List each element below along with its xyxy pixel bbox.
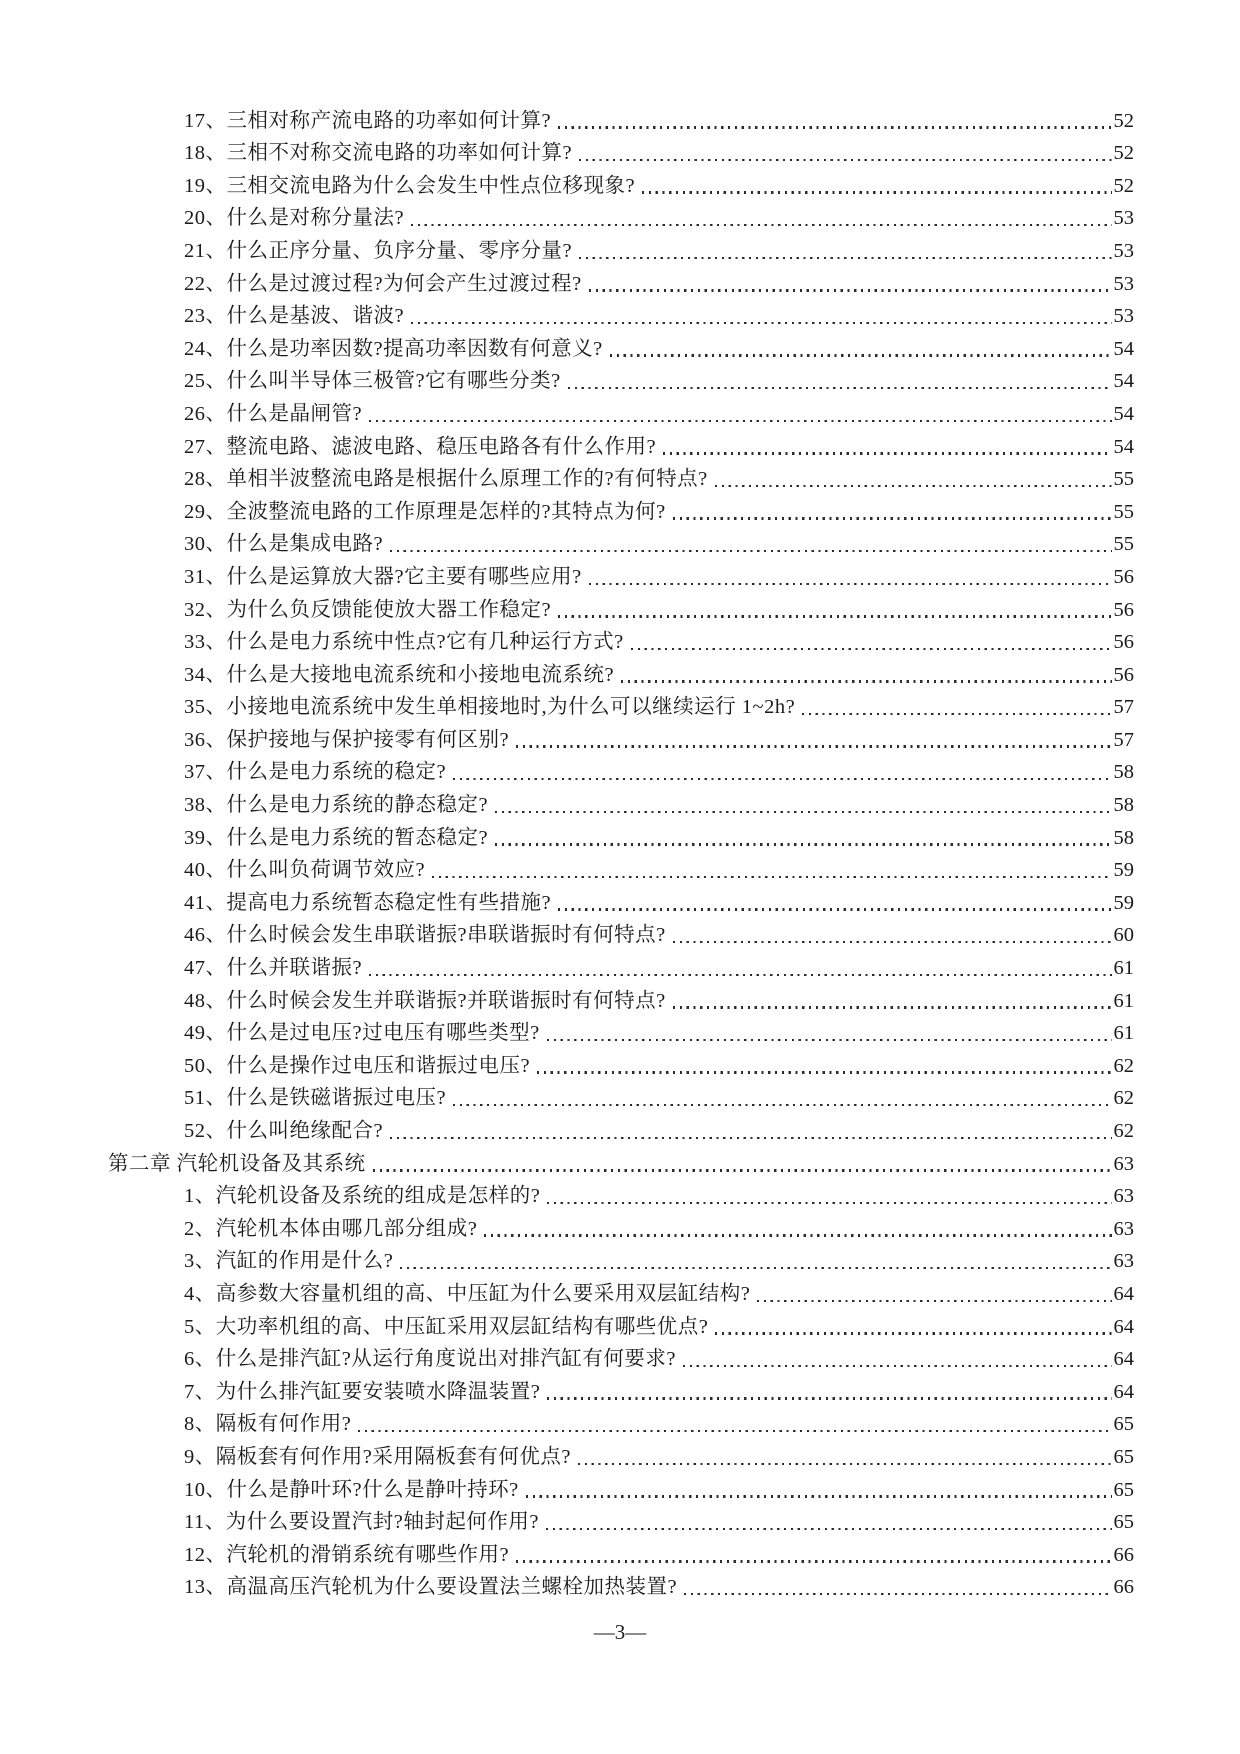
toc-entry-label: 47、什么并联谐振? <box>184 957 363 980</box>
toc-entry-page-number: 57 <box>1113 728 1134 751</box>
toc-dot-leader <box>390 550 1111 552</box>
toc-dot-leader <box>673 1006 1112 1008</box>
toc-entry <box>108 657 1134 690</box>
toc-entry <box>108 755 1134 788</box>
toc-entry-page-number: 53 <box>1113 207 1134 230</box>
toc-dot-leader <box>537 1071 1111 1073</box>
toc-entry <box>108 1048 1134 1081</box>
toc-entry-page-number: 57 <box>1113 696 1134 719</box>
toc-entry-page-number: 63 <box>1113 1217 1134 1240</box>
toc-dot-leader <box>610 354 1112 356</box>
toc-dot-leader <box>802 713 1111 715</box>
toc-entry <box>108 233 1134 266</box>
toc-dot-leader <box>579 159 1111 161</box>
toc-entry <box>108 625 1134 658</box>
toc-entry <box>108 1211 1134 1244</box>
toc-entry-label: 39、什么是电力系统的暂态稳定? <box>184 826 489 849</box>
toc-entry-label: 1、汽轮机设备及系统的组成是怎样的? <box>184 1185 541 1208</box>
toc-entry-page-number: 64 <box>1113 1348 1134 1371</box>
toc-dot-leader <box>358 1430 1111 1432</box>
toc-entry-page-number: 56 <box>1113 631 1134 654</box>
toc-entry <box>108 820 1134 853</box>
toc-entry <box>108 559 1134 592</box>
toc-dot-leader <box>516 745 1111 747</box>
toc-dot-leader <box>495 811 1111 813</box>
toc-entry-label: 29、全波整流电路的工作原理是怎样的?其特点为何? <box>184 500 666 523</box>
toc-entry-label: 33、什么是电力系统中性点?它有几种运行方式? <box>184 631 624 654</box>
toc-entry-page-number: 64 <box>1113 1380 1134 1403</box>
toc-dot-leader <box>411 322 1111 324</box>
toc-list <box>108 103 1134 1602</box>
toc-entry-page-number: 64 <box>1113 1315 1134 1338</box>
toc-entry <box>108 103 1134 136</box>
toc-entry-page-number: 64 <box>1113 1282 1134 1305</box>
toc-entry-label: 36、保护接地与保护接零有何区别? <box>184 728 510 751</box>
toc-entry-page-number: 54 <box>1113 370 1134 393</box>
toc-dot-leader <box>683 1365 1112 1367</box>
toc-dot-leader <box>558 908 1111 910</box>
toc-entry <box>108 429 1134 462</box>
toc-dot-leader <box>453 778 1111 780</box>
toc-entry <box>108 364 1134 397</box>
toc-dot-leader <box>715 1332 1111 1334</box>
toc-dot-leader <box>432 876 1111 878</box>
toc-entry-page-number: 53 <box>1113 305 1134 328</box>
toc-entry-page-number: 63 <box>1113 1152 1134 1175</box>
toc-dot-leader <box>547 1202 1111 1204</box>
toc-dot-leader <box>621 680 1111 682</box>
toc-entry-page-number: 54 <box>1113 337 1134 360</box>
toc-entry <box>108 266 1134 299</box>
toc-dot-leader <box>558 615 1111 617</box>
toc-dot-leader <box>715 485 1112 487</box>
toc-entry <box>108 1113 1134 1146</box>
toc-entry-label: 8、隔板有何作用? <box>184 1413 352 1436</box>
toc-entry <box>108 1342 1134 1375</box>
toc-entry-page-number: 56 <box>1113 663 1134 686</box>
toc-dot-leader <box>369 420 1111 422</box>
toc-entry-page-number: 66 <box>1113 1543 1134 1566</box>
toc-entry-label: 21、什么正序分量、负序分量、零序分量? <box>184 239 573 262</box>
toc-entry-page-number: 55 <box>1113 533 1134 556</box>
toc-entry-page-number: 63 <box>1113 1250 1134 1273</box>
toc-entry <box>108 853 1134 886</box>
toc-dot-leader <box>411 224 1111 226</box>
toc-entry <box>108 983 1134 1016</box>
toc-entry-label: 35、小接地电流系统中发生单相接地时,为什么可以继续运行 1~2h? <box>184 696 796 719</box>
toc-entry-label: 52、什么叫绝缘配合? <box>184 1120 384 1142</box>
toc-entry-page-number: 65 <box>1113 1478 1134 1501</box>
toc-entry-label: 17、三相对称产流电路的功率如何计算? <box>184 109 552 132</box>
toc-dot-leader <box>684 1593 1111 1595</box>
toc-entry-page-number: 61 <box>1113 989 1134 1012</box>
toc-entry <box>108 1407 1134 1440</box>
toc-entry <box>108 396 1134 429</box>
toc-entry-page-number: 53 <box>1113 239 1134 262</box>
toc-dot-leader <box>673 941 1112 943</box>
toc-dot-leader <box>526 1495 1112 1497</box>
toc-entry-page-number: 56 <box>1113 598 1134 621</box>
toc-dot-leader <box>578 1463 1112 1465</box>
toc-entry-page-number: 54 <box>1113 402 1134 425</box>
toc-entry-page-number: 61 <box>1113 1022 1134 1045</box>
toc-entry-label: 10、什么是静叶环?什么是静叶持环? <box>184 1478 519 1501</box>
toc-dot-leader <box>589 289 1112 291</box>
toc-entry-page-number: 62 <box>1113 1054 1134 1077</box>
toc-entry-page-number: 52 <box>1113 109 1134 132</box>
toc-entry-label: 6、什么是排汽缸?从运行角度说出对排汽缸有何要求? <box>184 1348 676 1371</box>
toc-entry-label: 27、整流电路、滤波电路、稳压电路各有什么作用? <box>184 435 657 458</box>
toc-entry <box>108 918 1134 951</box>
toc-entry-label: 26、什么是晶闸管? <box>184 402 363 425</box>
toc-dot-leader <box>673 517 1112 519</box>
toc-dot-leader <box>757 1300 1111 1302</box>
toc-dot-leader <box>568 387 1112 389</box>
toc-entry <box>108 168 1134 201</box>
toc-entry-page-number: 65 <box>1113 1413 1134 1436</box>
toc-entry-page-number: 63 <box>1113 1185 1134 1208</box>
toc-entry-label: 49、什么是过电压?过电压有哪些类型? <box>184 1022 540 1045</box>
toc-entry-label: 46、什么时候会发生串联谐振?串联谐振时有何特点? <box>184 924 666 947</box>
toc-dot-leader <box>642 191 1111 193</box>
toc-entry-page-number: 52 <box>1113 142 1134 165</box>
toc-entry-label: 12、汽轮机的滑销系统有哪些作用? <box>184 1543 510 1566</box>
page-footer <box>0 1620 1240 1645</box>
toc-entry-page-number: 62 <box>1113 1087 1134 1110</box>
toc-entry-page-number: 65 <box>1113 1445 1134 1468</box>
toc-entry <box>108 494 1134 527</box>
toc-entry-page-number: 52 <box>1113 174 1134 197</box>
toc-entry-label: 第二章 汽轮机设备及其系统 <box>108 1152 366 1175</box>
toc-entry-page-number: 61 <box>1113 957 1134 980</box>
toc-entry <box>108 299 1134 332</box>
toc-dot-leader <box>453 1104 1111 1106</box>
toc-entry-page-number: 58 <box>1113 794 1134 817</box>
toc-entry <box>108 1570 1134 1603</box>
page-number: —3— <box>593 1620 647 1644</box>
toc-entry <box>108 462 1134 495</box>
toc-entry-label: 19、三相交流电路为什么会发生中性点位移现象? <box>184 174 636 197</box>
toc-entry <box>108 1309 1134 1342</box>
toc-entry-page-number: 55 <box>1113 468 1134 491</box>
toc-entry-page-number: 58 <box>1113 826 1134 849</box>
toc-entry <box>108 885 1134 918</box>
toc-dot-leader <box>579 257 1111 259</box>
toc-entry-label: 3、汽缸的作用是什么? <box>184 1250 394 1273</box>
toc-entry-label: 40、什么叫负荷调节效应? <box>184 859 426 882</box>
toc-dot-leader <box>589 583 1112 585</box>
toc-entry-label: 18、三相不对称交流电路的功率如何计算? <box>184 142 573 165</box>
toc-entry-label: 9、隔板套有何作用?采用隔板套有何优点? <box>184 1445 571 1468</box>
toc-entry-page-number: 65 <box>1113 1511 1134 1534</box>
toc-dot-leader <box>558 126 1111 128</box>
toc-entry-label: 24、什么是功率因数?提高功率因数有何意义? <box>184 337 603 360</box>
toc-entry-page-number: 59 <box>1113 859 1134 882</box>
toc-entry <box>108 787 1134 820</box>
toc-dot-leader <box>369 974 1111 976</box>
toc-entry-label: 37、什么是电力系统的稳定? <box>184 761 447 784</box>
toc-entry-page-number: 66 <box>1113 1576 1134 1599</box>
toc-entry-label: 48、什么时候会发生并联谐振?并联谐振时有何特点? <box>184 989 666 1012</box>
toc-entry-label: 31、什么是运算放大器?它主要有哪些应用? <box>184 565 582 588</box>
toc-entry-label: 2、汽轮机本体由哪几部分组成? <box>184 1217 478 1240</box>
toc-entry-label: 34、什么是大接地电流系统和小接地电流系统? <box>184 663 615 686</box>
toc-entry-label: 38、什么是电力系统的静态稳定? <box>184 794 489 817</box>
toc-entry <box>108 201 1134 234</box>
toc-entry-page-number: 62 <box>1113 1120 1134 1142</box>
toc-entry-label: 22、什么是过渡过程?为何会产生过渡过程? <box>184 272 582 295</box>
toc-entry <box>108 1179 1134 1212</box>
toc-entry <box>108 1276 1134 1309</box>
toc-entry-label: 23、什么是基波、谐波? <box>184 305 405 328</box>
toc-entry <box>108 527 1134 560</box>
toc-entry <box>108 1505 1134 1538</box>
toc-dot-leader <box>547 1039 1112 1041</box>
toc-dot-leader <box>390 1137 1111 1139</box>
toc-entry <box>108 1081 1134 1114</box>
toc-entry <box>108 1374 1134 1407</box>
toc-entry <box>108 1016 1134 1049</box>
toc-dot-leader <box>631 648 1112 650</box>
toc-entry-page-number: 59 <box>1113 891 1134 914</box>
toc-entry-page-number: 56 <box>1113 565 1134 588</box>
toc-entry-label: 28、单相半波整流电路是根据什么原理工作的?有何特点? <box>184 468 708 491</box>
toc-entry <box>108 1439 1134 1472</box>
toc-dot-leader <box>400 1267 1111 1269</box>
toc-dot-leader <box>495 843 1111 845</box>
toc-entry <box>108 1146 1134 1179</box>
toc-dot-leader <box>663 452 1111 454</box>
toc-entry <box>108 950 1134 983</box>
toc-entry-label: 41、提高电力系统暂态稳定性有些措施? <box>184 891 552 914</box>
toc-entry <box>108 1537 1134 1570</box>
toc-entry-page-number: 60 <box>1113 924 1134 947</box>
toc-entry-page-number: 54 <box>1113 435 1134 458</box>
toc-entry <box>108 722 1134 755</box>
toc-dot-leader <box>516 1560 1111 1562</box>
toc-entry-label: 7、为什么排汽缸要安装喷水降温装置? <box>184 1380 541 1403</box>
toc-entry-page-number: 58 <box>1113 761 1134 784</box>
toc-entry-label: 32、为什么负反馈能使放大器工作稳定? <box>184 598 552 621</box>
toc-dot-leader <box>547 1397 1111 1399</box>
toc-dot-leader <box>546 1528 1112 1530</box>
toc-entry-page-number: 55 <box>1113 500 1134 523</box>
toc-entry-label: 25、什么叫半导体三极管?它有哪些分类? <box>184 370 561 393</box>
toc-entry <box>108 331 1134 364</box>
toc-entry-label: 4、高参数大容量机组的高、中压缸为什么要采用双层缸结构? <box>184 1282 751 1305</box>
toc-entry <box>108 592 1134 625</box>
toc-entry-label: 50、什么是操作过电压和谐振过电压? <box>184 1054 531 1077</box>
toc-entry-label: 5、大功率机组的高、中压缸采用双层缸结构有哪些优点? <box>184 1315 709 1338</box>
toc-entry-label: 11、为什么要设置汽封?轴封起何作用? <box>184 1511 539 1534</box>
toc-entry-label: 20、什么是对称分量法? <box>184 207 405 230</box>
toc-entry-page-number: 53 <box>1113 272 1134 295</box>
toc-entry <box>108 1472 1134 1505</box>
toc-entry <box>108 1244 1134 1277</box>
toc-entry <box>108 690 1134 723</box>
toc-dot-leader <box>484 1234 1111 1236</box>
toc-dot-leader <box>373 1169 1112 1171</box>
toc-entry-label: 51、什么是铁磁谐振过电压? <box>184 1087 447 1110</box>
toc-entry-label: 13、高温高压汽轮机为什么要设置法兰螺栓加热装置? <box>184 1576 678 1599</box>
toc-entry-label: 30、什么是集成电路? <box>184 533 384 556</box>
toc-entry <box>108 136 1134 169</box>
